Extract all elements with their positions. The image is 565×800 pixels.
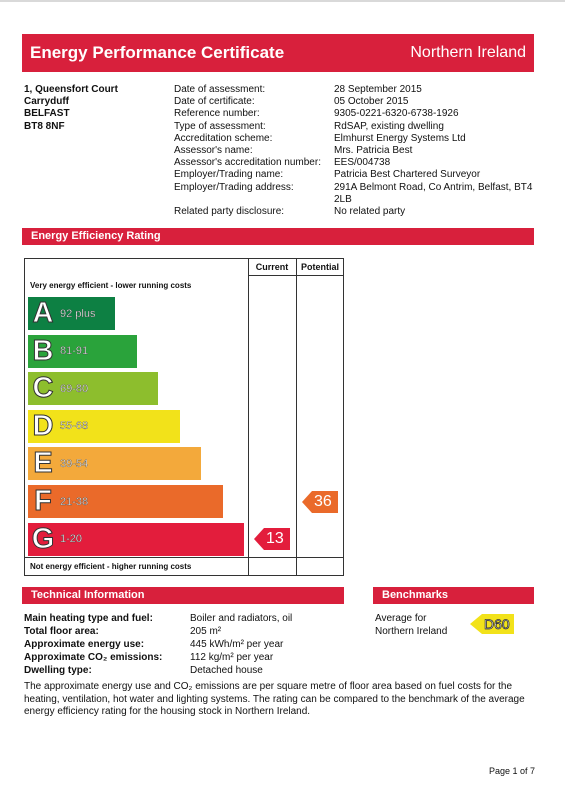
tech-label: Approximate CO₂ emissions: xyxy=(24,652,163,663)
benchmark-text xyxy=(375,612,447,638)
inefficient-caption: Not energy efficient - higher running costs xyxy=(30,562,192,571)
detail-label: Date of assessment: xyxy=(174,84,266,95)
benchmark-badge xyxy=(470,614,514,634)
band-g xyxy=(28,523,244,556)
detail-value: Elmhurst Energy Systems Ltd xyxy=(334,132,466,144)
current-column-header: Current xyxy=(255,262,289,272)
band-f xyxy=(28,485,223,518)
page-number: Page 1 of 7 xyxy=(488,766,535,776)
benchmarks-section-header: Benchmarks xyxy=(373,587,534,604)
band-range: 92 plus xyxy=(60,307,96,320)
detail-label: Type of assessment: xyxy=(174,120,266,132)
tech-value: 112 kg/m² per year xyxy=(190,652,274,663)
band-d xyxy=(28,410,180,443)
band-range: 55-68 xyxy=(60,420,89,433)
property-address xyxy=(24,84,118,133)
band-range: 21-38 xyxy=(60,495,89,508)
technical-info xyxy=(24,612,293,677)
address-line: 1, Queensfort Court xyxy=(24,84,118,95)
column-divider xyxy=(296,258,297,576)
detail-value: RdSAP, existing dwelling xyxy=(334,120,444,132)
band-e xyxy=(28,447,201,480)
detail-value: 05 October 2015 xyxy=(334,96,409,108)
column-divider xyxy=(248,258,249,576)
band-a xyxy=(28,297,115,330)
band-c xyxy=(28,372,158,405)
arrow-tip xyxy=(302,491,312,513)
explanatory-note: The approximate energy use and CO₂ emissions are per square metre of floor area based on fuel costs for the heating, ventilation, hot water and lighting systems. The rating can be compared to the benchmark of the average energy efficiency rating for the housing stock in Northern Ireland. xyxy=(24,681,525,717)
tech-value: Boiler and radiators, oil xyxy=(190,613,293,624)
detail-label: Related party disclosure: xyxy=(174,205,285,217)
detail-label: Reference number: xyxy=(174,108,260,120)
certificate-title: Energy Performance Certificate xyxy=(30,43,285,62)
detail-value: No related party xyxy=(334,205,406,217)
tech-label: Approximate energy use: xyxy=(24,639,145,650)
detail-label: Accreditation scheme: xyxy=(174,132,273,144)
band-letter: E xyxy=(33,447,53,480)
band-b xyxy=(28,335,137,368)
tech-label: Total floor area: xyxy=(24,626,99,637)
benchmark-line: Northern Ireland xyxy=(375,626,448,637)
tech-label: Main heating type and fuel: xyxy=(24,613,153,624)
technical-section-header: Technical Information xyxy=(22,587,344,604)
tech-value: 445 kWh/m² per year xyxy=(190,639,284,650)
benchmark-line: Average for xyxy=(375,613,427,624)
arrow-tip xyxy=(470,614,482,634)
efficient-caption: Very energy efficient - lower running costs xyxy=(30,281,192,290)
band-letter: C xyxy=(32,372,54,405)
band-letter: D xyxy=(32,409,54,442)
band-range: 1-20 xyxy=(60,533,83,546)
detail-label: Assessor's name: xyxy=(174,144,253,156)
address-line: BT8 8NF xyxy=(24,120,65,132)
arrow-tip xyxy=(254,528,264,550)
certificate-header xyxy=(22,34,534,72)
current-rating-arrow xyxy=(254,528,290,550)
tech-label: Dwelling type: xyxy=(24,665,92,676)
top-divider xyxy=(0,0,565,2)
detail-value: EES/004738 xyxy=(334,157,391,169)
detail-label: Employer/Trading address: xyxy=(174,181,294,193)
band-letter: F xyxy=(34,485,52,517)
current-rating-value: 13 xyxy=(264,528,290,550)
efficiency-section-header: Energy Efficiency Rating xyxy=(22,228,534,245)
address-line: BELFAST xyxy=(24,108,70,120)
detail-value: 9305-0221-6320-6738-1926 xyxy=(334,108,459,120)
detail-value: Patricia Best Chartered Surveyor xyxy=(334,169,481,181)
potential-rating-value: 36 xyxy=(312,491,338,513)
potential-rating-arrow xyxy=(302,491,338,513)
detail-label: Date of certificate: xyxy=(174,96,255,108)
potential-column-header: Potential xyxy=(300,262,339,272)
detail-value: 28 September 2015 xyxy=(334,84,422,95)
header-divider xyxy=(248,275,344,276)
benchmark-badge-value: D60 xyxy=(482,614,514,634)
band-letter: B xyxy=(32,334,54,367)
tech-value: Detached house xyxy=(190,665,263,676)
detail-label: Employer/Trading name: xyxy=(174,169,284,181)
band-range: 69-80 xyxy=(60,382,89,395)
band-range: 39-54 xyxy=(60,457,89,470)
region-label: Northern Ireland xyxy=(410,44,526,61)
detail-label: Assessor's accreditation number: xyxy=(174,157,321,169)
detail-value: 291A Belmont Road, Co Antrim, Belfast, BT4 2LB xyxy=(334,181,533,205)
address-line: Carryduff xyxy=(24,96,70,108)
band-letter: A xyxy=(32,297,54,329)
footer-divider xyxy=(24,557,344,558)
band-range: 81-91 xyxy=(60,345,89,358)
detail-value: Mrs. Patricia Best xyxy=(334,144,413,156)
band-letter: G xyxy=(31,522,55,555)
tech-value: 205 m² xyxy=(190,626,222,637)
